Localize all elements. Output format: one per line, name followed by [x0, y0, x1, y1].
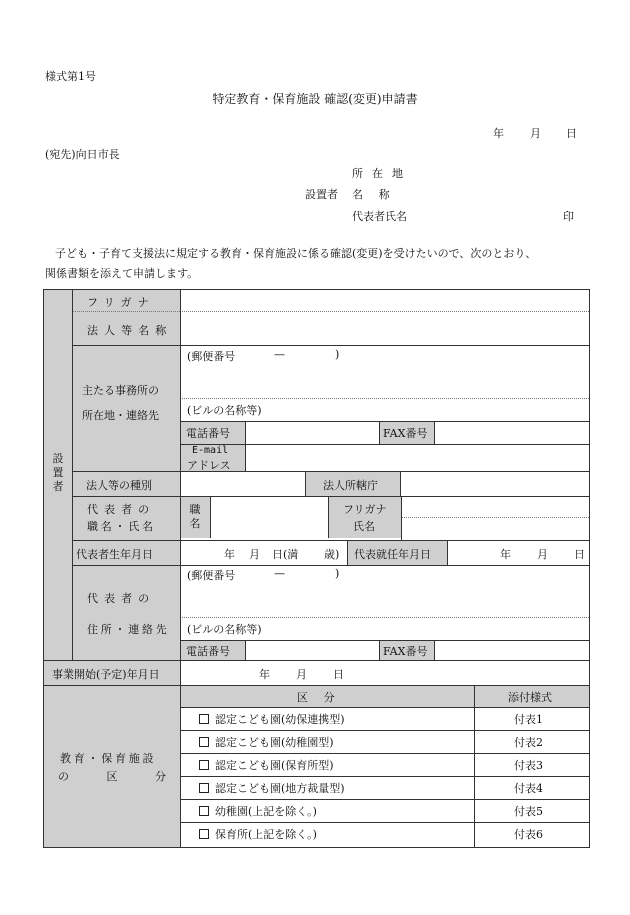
appoint-month-label: 月	[537, 548, 548, 561]
start-month-label: 月	[296, 668, 307, 681]
email-field[interactable]	[246, 445, 588, 470]
birth-day-label: 日(満	[272, 548, 299, 561]
rep-furigana-field[interactable]	[402, 497, 588, 516]
appoint-year-label: 年	[500, 548, 511, 561]
setter-vertical-label: 設置者	[52, 452, 64, 493]
category-option[interactable]: 認定こども園(地方裁量型)	[199, 780, 345, 796]
office-postal-label: (郵便番号	[187, 350, 236, 363]
corp-authority-label: 法人所轄庁	[323, 479, 378, 492]
date-year-label: 年	[493, 127, 504, 140]
rep-name-field[interactable]	[402, 518, 588, 539]
setter-label: 設置者	[305, 188, 338, 201]
start-year-label: 年	[259, 668, 270, 681]
office-fax-label: FAX番号	[383, 427, 428, 440]
rep-fax-label: FAX番号	[383, 645, 428, 658]
rep-postal-dash: —	[274, 567, 285, 580]
facility-label-char: の	[58, 770, 69, 783]
rep-building-label: (ビルの名称等)	[187, 623, 262, 636]
attachment-value: 付表5	[514, 805, 543, 818]
office-tel-field[interactable]	[246, 422, 378, 443]
rep-address-label-line1: 代表者の	[87, 592, 156, 605]
corp-authority-field[interactable]	[401, 472, 588, 495]
corp-name-field[interactable]	[181, 312, 588, 344]
page-title: 特定教育・保育施設 確認(変更)申請書	[212, 92, 418, 106]
attachment-value: 付表6	[514, 828, 543, 841]
corp-name-label: 法人等名称	[87, 324, 173, 337]
rep-tel-label: 電話番号	[186, 645, 230, 658]
rep-postal-label: (郵便番号	[187, 569, 236, 582]
rep-tel-field[interactable]	[246, 641, 378, 659]
job-title-label: 職名	[189, 503, 201, 530]
office-tel-label: 電話番号	[186, 427, 230, 440]
rep-fax-field[interactable]	[435, 641, 588, 659]
rep-appointed-label: 代表就任年月日	[354, 548, 431, 561]
setter-name-label: 名 称	[352, 188, 396, 201]
birth-age-label: 歳)	[324, 548, 340, 561]
furigana-field[interactable]	[181, 291, 588, 310]
office-postal-close: )	[335, 348, 340, 361]
corp-type-label: 法人等の種別	[86, 479, 152, 492]
category-option[interactable]: 認定こども園(幼稚園型)	[199, 734, 334, 750]
attachment-value: 付表3	[514, 759, 543, 772]
category-option[interactable]: 認定こども園(保育所型)	[199, 757, 334, 773]
rep-name-label: 氏名	[353, 520, 375, 533]
attachment-value: 付表2	[514, 736, 543, 749]
date-month-label: 月	[530, 127, 541, 140]
rep-title-label-line2: 職名・氏名	[87, 520, 156, 533]
rep-address-field[interactable]	[181, 582, 588, 616]
office-label-line1: 主たる事務所の	[82, 384, 159, 397]
office-postal-dash: —	[274, 348, 285, 361]
rep-postal-close: )	[335, 567, 340, 580]
office-address-field[interactable]	[181, 364, 588, 397]
representative-label: 代表者氏名	[352, 210, 407, 223]
facility-label-char: 区	[106, 770, 118, 783]
rep-furigana-label: フリガナ	[343, 503, 387, 516]
office-building-label: (ビルの名称等)	[187, 404, 262, 417]
category-option[interactable]: 幼稚園(上記を除く。)	[199, 803, 317, 819]
furigana-label: フリガナ	[87, 296, 155, 309]
checkbox-icon[interactable]	[199, 783, 209, 793]
category-header: 区 分	[297, 691, 341, 704]
facility-label-line2	[58, 768, 166, 784]
email-label-line1: E-mail	[192, 445, 229, 456]
attachment-value: 付表4	[514, 782, 543, 795]
birth-year-label: 年	[224, 548, 235, 561]
seal-mark: 印	[563, 210, 574, 223]
rep-birth-label: 代表者生年月日	[76, 548, 153, 561]
checkbox-icon[interactable]	[199, 737, 209, 747]
job-title-field[interactable]	[211, 497, 327, 537]
rep-title-label-line1: 代表者の	[87, 503, 156, 516]
form-number: 様式第1号	[45, 70, 96, 83]
start-date-label: 事業開始(予定)年月日	[52, 668, 160, 681]
office-label-line2: 所在地・連絡先	[82, 409, 159, 422]
setter-address-label: 所 在 地	[352, 167, 406, 180]
intro-line-2: 関係書類を添えて申請します。	[45, 267, 199, 280]
start-day-label: 日	[333, 668, 344, 681]
email-label-line2: アドレス	[187, 459, 231, 472]
office-fax-field[interactable]	[435, 422, 588, 443]
appoint-day-label: 日	[574, 548, 585, 561]
corp-type-field[interactable]	[181, 472, 304, 495]
checkbox-icon[interactable]	[199, 829, 209, 839]
checkbox-icon[interactable]	[199, 806, 209, 816]
attachment-header: 添付様式	[508, 691, 552, 704]
intro-line-1: 子ども・子育て支援法に規定する教育・保育施設に係る確認(変更)を受けたいので、次のとおり、	[55, 247, 537, 260]
checkbox-icon[interactable]	[199, 714, 209, 724]
facility-label-line1: 教育・保育施設	[60, 752, 157, 765]
application-form-table	[43, 289, 590, 848]
date-day-label: 日	[566, 127, 577, 140]
facility-label-char: 分	[155, 770, 166, 783]
addressee: (宛先)向日市長	[45, 148, 120, 161]
checkbox-icon[interactable]	[199, 760, 209, 770]
rep-address-label-line2: 住所・連絡先	[87, 623, 170, 636]
category-option[interactable]: 保育所(上記を除く。)	[199, 826, 317, 842]
attachment-value: 付表1	[514, 713, 543, 726]
category-option[interactable]: 認定こども園(幼保連携型)	[199, 711, 345, 727]
birth-month-label: 月	[249, 548, 260, 561]
